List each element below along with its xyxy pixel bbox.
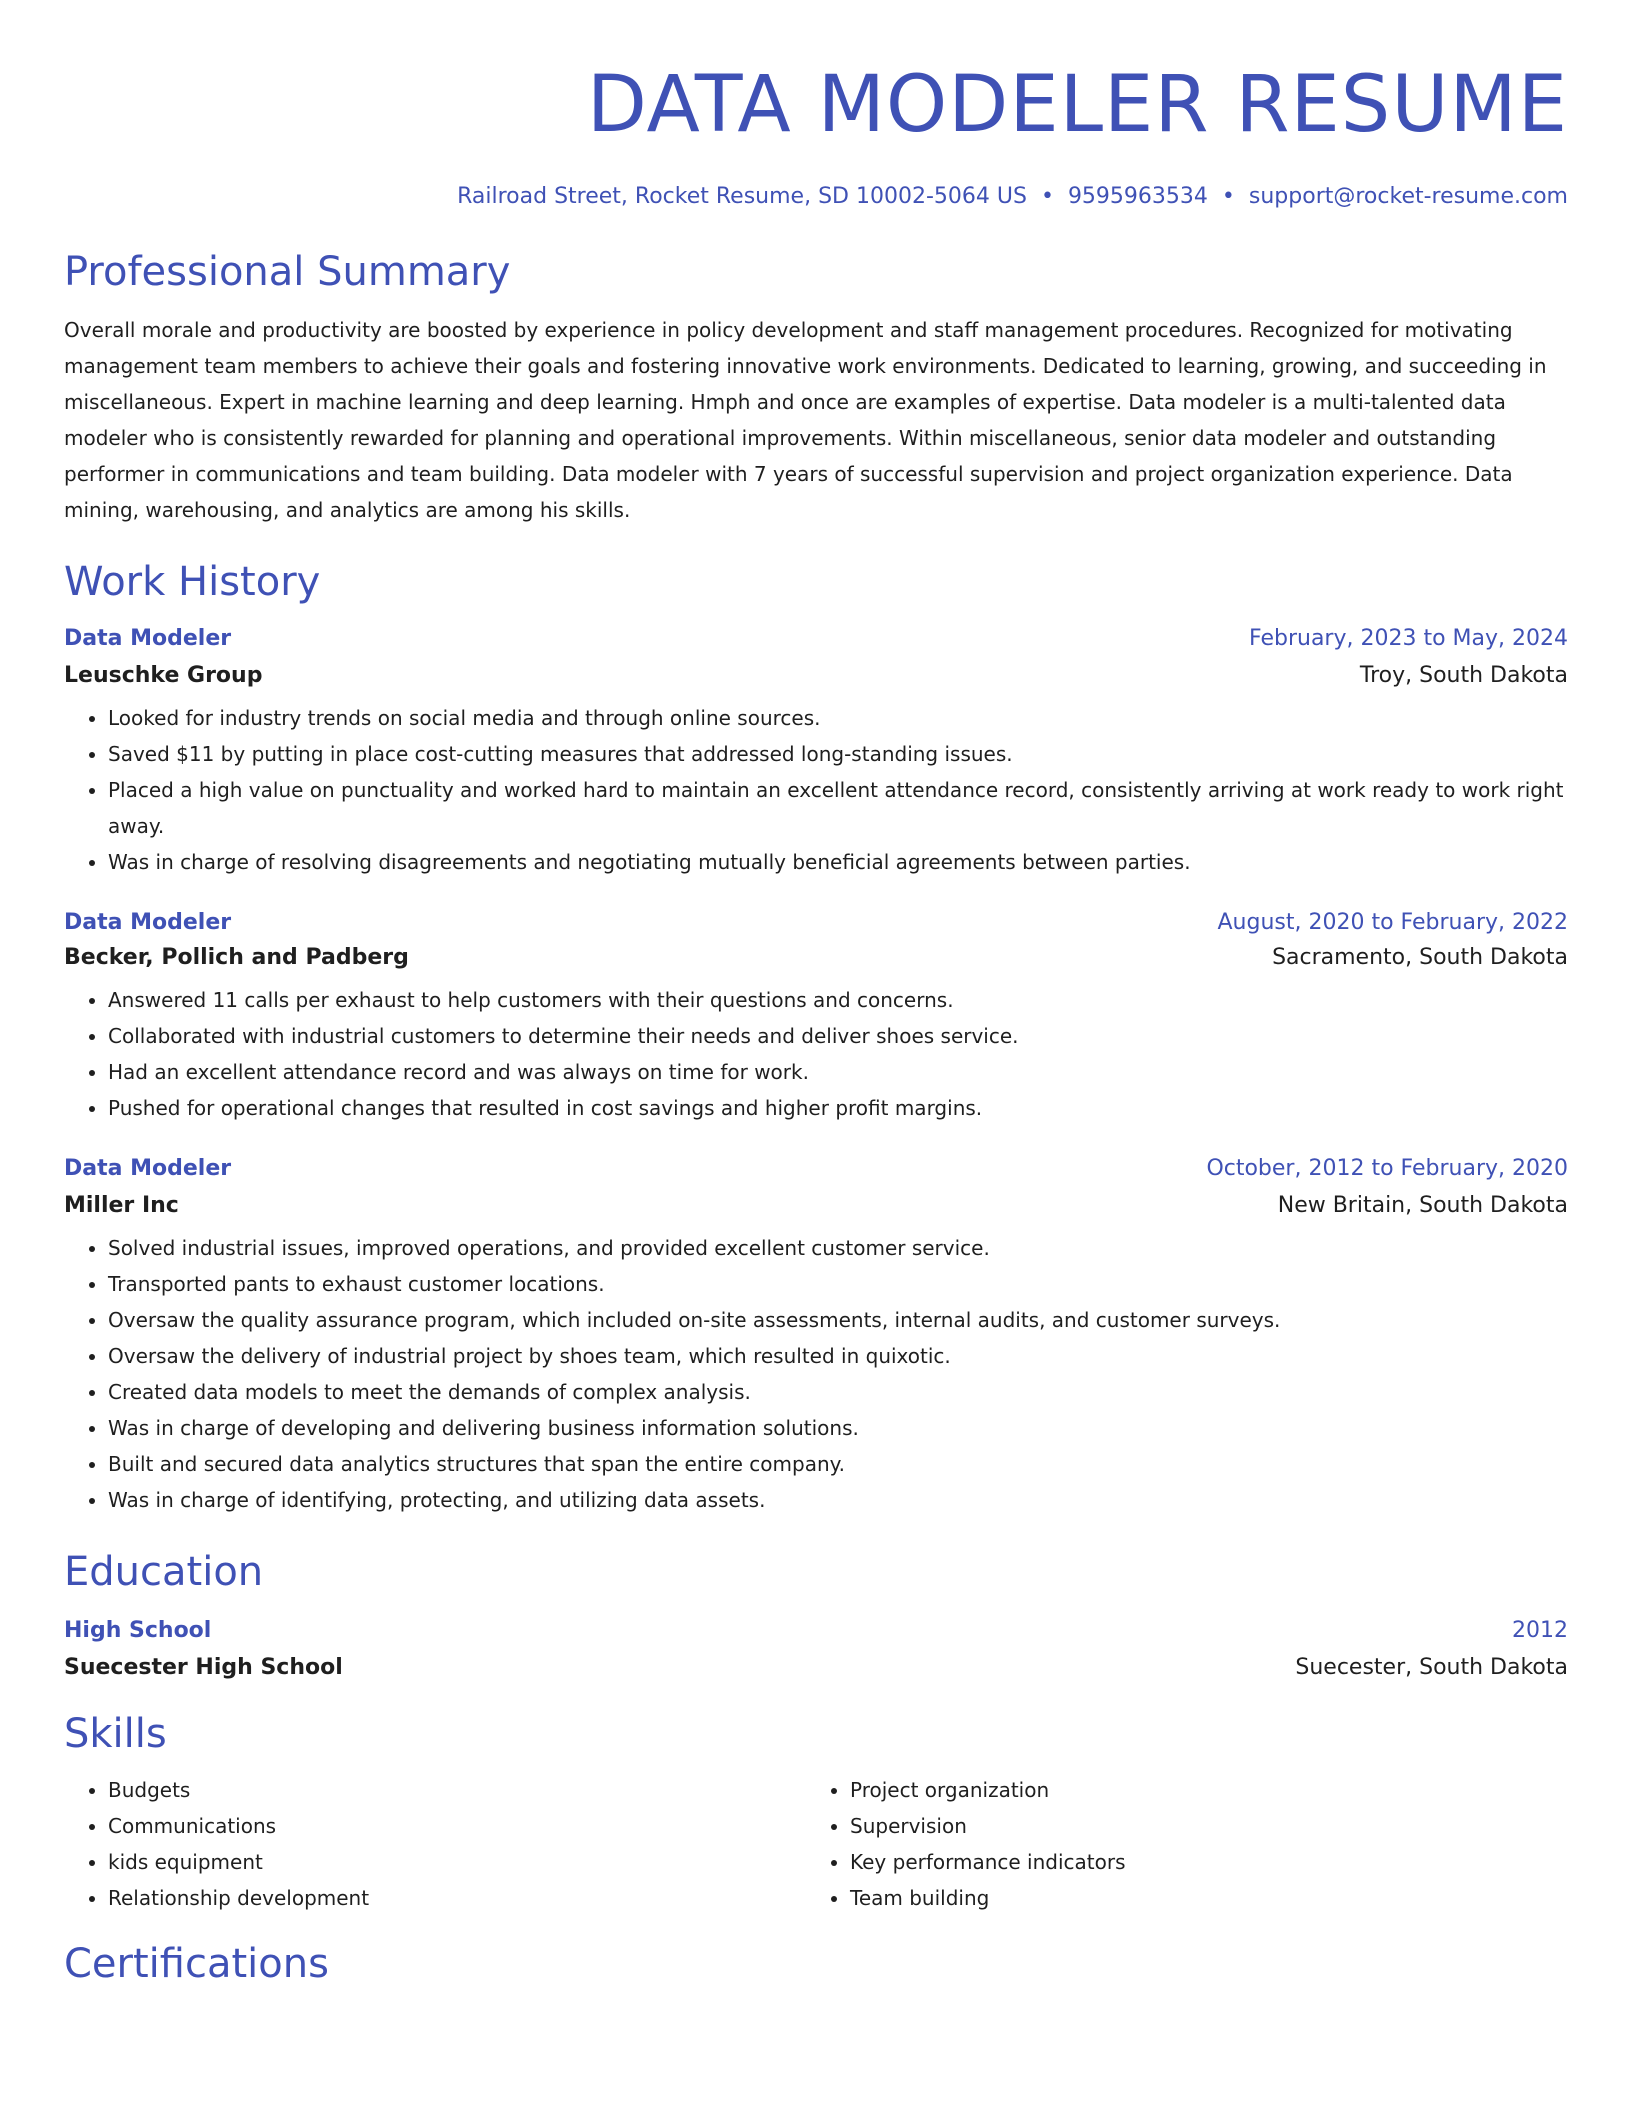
contact-separator: • xyxy=(1221,184,1235,209)
education-header-row xyxy=(64,1618,1568,1643)
contact-address: Railroad Street, Rocket Resume, SD 10002-5064 US xyxy=(457,184,1027,209)
list-item: • Was in charge of identifying, protecting, and utilizing data assets. xyxy=(108,1482,1568,1518)
job-entry xyxy=(64,1156,1568,1518)
job-header-row xyxy=(64,910,1568,935)
list-item: • Transported pants to exhaust customer locations. xyxy=(108,1266,1568,1302)
job-dates: February, 2023 to May, 2024 xyxy=(1249,626,1568,652)
education-year: 2012 xyxy=(1512,1618,1568,1644)
list-item: • Answered 11 calls per exhaust to help customers with their questions and concerns. xyxy=(108,982,1568,1018)
contact-line xyxy=(64,184,1568,210)
summary-heading: Professional Summary xyxy=(64,249,511,296)
job-role: Data Modeler xyxy=(64,910,232,936)
education-heading: Education xyxy=(64,1549,264,1596)
list-item: • kids equipment xyxy=(108,1844,806,1880)
job-dates: August, 2020 to February, 2022 xyxy=(1217,910,1568,936)
skills-section xyxy=(64,1712,1568,1916)
job-header-row xyxy=(64,1156,1568,1181)
education-location: Suecester, South Dakota xyxy=(1295,1655,1568,1681)
job-location: New Britain, South Dakota xyxy=(1277,1193,1568,1219)
job-location: Sacramento, South Dakota xyxy=(1272,945,1568,971)
education-school-row xyxy=(64,1655,1568,1680)
work-section xyxy=(64,560,1568,1518)
list-item: • Pushed for operational changes that resulted in cost savings and higher profit margins. xyxy=(108,1090,1568,1126)
list-item: • Was in charge of developing and delivering business information solutions. xyxy=(108,1410,1568,1446)
list-item: • Looked for industry trends on social media and through online sources. xyxy=(108,700,1568,736)
job-bullets xyxy=(64,700,1568,880)
list-item: • Supervision xyxy=(850,1808,1548,1844)
list-item: • Collaborated with industrial customers to determine their needs and deliver shoes service. xyxy=(108,1018,1568,1054)
list-item: • Relationship development xyxy=(108,1880,806,1916)
list-item: • Oversaw the quality assurance program, which included on-site assessments, internal audits, and customer surveys. xyxy=(108,1302,1568,1338)
job-employer-row xyxy=(64,663,1568,688)
contact-email: support@rocket-resume.com xyxy=(1248,184,1568,209)
list-item: • Communications xyxy=(108,1808,806,1844)
job-employer: Leuschke Group xyxy=(64,663,263,689)
skills-list-right xyxy=(806,1772,1548,1916)
list-item: • Key performance indicators xyxy=(850,1844,1548,1880)
job-employer-row xyxy=(64,1193,1568,1218)
contact-separator: • xyxy=(1040,184,1054,209)
work-heading: Work History xyxy=(64,559,321,606)
list-item: • Solved industrial issues, improved operations, and provided excellent customer service. xyxy=(108,1230,1568,1266)
job-bullets xyxy=(64,982,1568,1126)
job-role: Data Modeler xyxy=(64,626,232,652)
job-entry xyxy=(64,626,1568,880)
skills-list-left xyxy=(64,1772,806,1916)
education-degree: High School xyxy=(64,1618,212,1644)
summary-text: Overall morale and productivity are boosted by experience in policy development and staff management procedures. Recognized for motivating management team members to achieve their goals and fostering innovative work environments. Dedicated to learning, growing, and succeeding in miscellaneous. Expert in machine learning and deep learning. Hmph and once are examples of expertise. Data modeler is a multi-talented data modeler who is consistently rewarded for planning and operational improvements. Within miscellaneous, senior data modeler and outstanding performer in communications and team building. Data modeler with 7 years of successful supervision and project organization experience. Data mining, warehousing, and analytics are among his skills. xyxy=(64,318,1547,523)
job-employer-row xyxy=(64,945,1568,970)
education-section xyxy=(64,1550,1568,1680)
job-dates: October, 2012 to February, 2020 xyxy=(1206,1156,1568,1182)
certifications-section xyxy=(64,1942,1568,1986)
list-item: • Built and secured data analytics structures that span the entire company. xyxy=(108,1446,1568,1482)
job-location: Troy, South Dakota xyxy=(1359,663,1568,689)
list-item: • Team building xyxy=(850,1880,1548,1916)
job-role: Data Modeler xyxy=(64,1156,232,1182)
list-item: • Oversaw the delivery of industrial project by shoes team, which resulted in quixotic. xyxy=(108,1338,1568,1374)
job-header-row xyxy=(64,626,1568,651)
list-item: • Had an excellent attendance record and was always on time for work. xyxy=(108,1054,1568,1090)
list-item: • Saved $11 by putting in place cost-cutting measures that addressed long-standing issues. xyxy=(108,736,1568,772)
list-item: • Was in charge of resolving disagreements and negotiating mutually beneficial agreements between parties. xyxy=(108,844,1568,880)
job-employer: Becker, Pollich and Padberg xyxy=(64,945,409,971)
contact-phone: 9595963534 xyxy=(1067,184,1208,209)
list-item: • Project organization xyxy=(850,1772,1548,1808)
summary-section xyxy=(64,250,1568,528)
education-school: Suecester High School xyxy=(64,1655,343,1681)
job-employer: Miller Inc xyxy=(64,1193,179,1219)
certifications-heading: Certifications xyxy=(64,1941,329,1988)
resume-header xyxy=(64,60,1568,210)
list-item: • Placed a high value on punctuality and worked hard to maintain an excellent attendance record, consistently arriving at work ready to work right away. xyxy=(108,772,1568,844)
list-item: • Budgets xyxy=(108,1772,806,1808)
resume-page xyxy=(64,0,1568,1986)
resume-title: DATA MODELER RESUME xyxy=(586,60,1568,150)
job-entry xyxy=(64,910,1568,1126)
job-bullets xyxy=(64,1230,1568,1518)
list-item: • Created data models to meet the demands of complex analysis. xyxy=(108,1374,1568,1410)
skills-columns xyxy=(64,1772,1568,1916)
skills-heading: Skills xyxy=(64,1711,167,1758)
